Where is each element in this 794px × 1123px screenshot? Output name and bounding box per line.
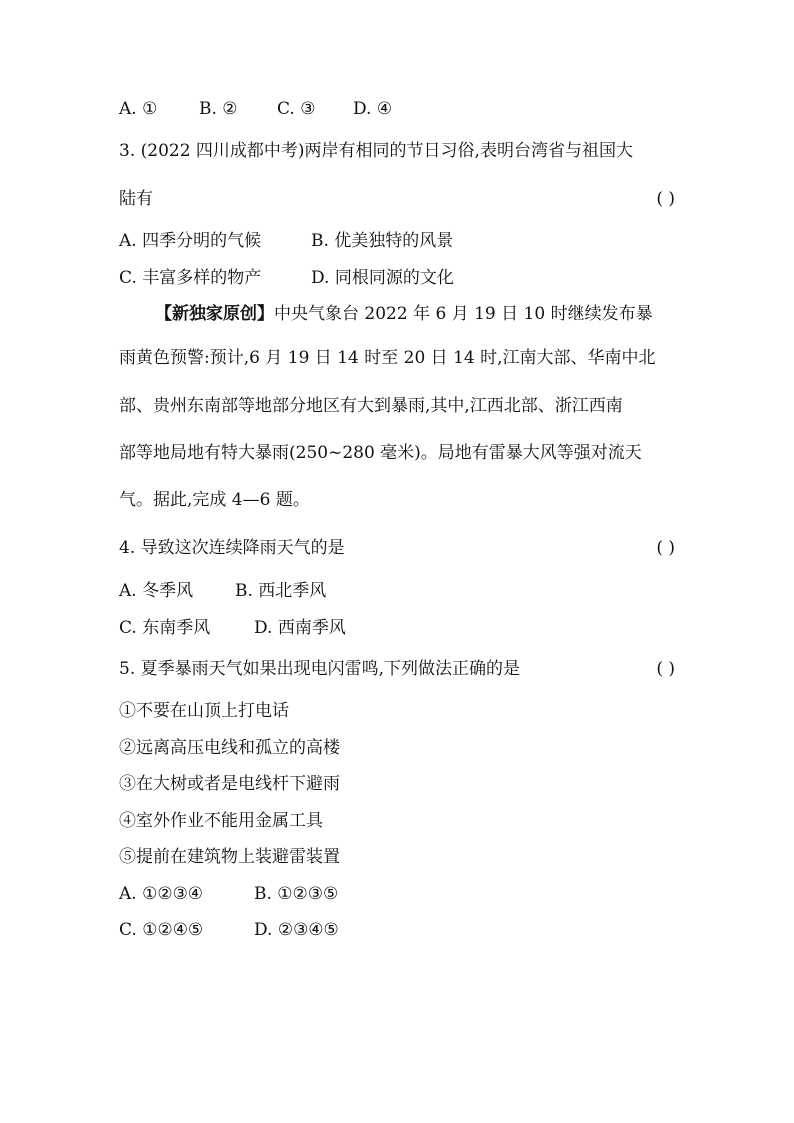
q4-option-c[interactable]: C. 东南季风 [119,618,211,638]
material-line2: 雨黄色预警:预计,6 月 19 日 14 时至 20 日 14 时,江南大部、华南中北 [119,348,656,368]
q2-options [119,98,392,120]
q3-option-a[interactable]: A. 四季分明的气候 [119,231,262,251]
q4-stem-line [119,537,675,559]
q3-stem-tail: 陆有 [119,189,153,209]
q5-stem: 5. 夏季暴雨天气如果出现电闪雷鸣,下列做法正确的是 [119,659,521,679]
q3-options-row1 [119,230,453,252]
material-line1 [155,303,653,325]
q5-stem-line [119,658,675,680]
q5-options-row2 [119,919,339,941]
material-tag: 【新独家原创】 [155,304,274,324]
q3-option-b[interactable]: B. 优美独特的风景 [311,231,454,251]
q3-stem-line1: 3. (2022 四川成都中考)两岸有相同的节日习俗,表明台湾省与祖国大 [119,141,633,161]
material-line3: 部、贵州东南部等地部分地区有大到暴雨,其中,江西北部、浙江西南 [119,396,623,416]
q4-option-b[interactable]: B. 西北季风 [235,581,327,601]
q3-answer-blank[interactable]: ( ) [656,189,675,209]
q2-option-a[interactable]: A. ① [119,99,158,119]
material-line4: 部等地局地有特大暴雨(250~280 毫米)。局地有雷暴大风等强对流天 [119,443,642,463]
q5-option-d[interactable]: D. ②③④⑤ [254,920,339,940]
q3-option-c[interactable]: C. 丰富多样的物产 [119,268,262,288]
q3-options-row2 [119,267,454,289]
q5-item-5: ⑤提前在建筑物上装避雷装置 [119,847,340,867]
q4-options-row2 [119,617,346,639]
material-line1-text: 中央气象台 2022 年 6 月 19 日 10 时继续发布暴 [274,304,653,324]
q2-option-b[interactable]: B. ② [199,99,238,119]
q4-option-a[interactable]: A. 冬季风 [119,581,194,601]
q3-option-d[interactable]: D. 同根同源的文化 [311,268,454,288]
q5-option-b[interactable]: B. ①②③⑤ [254,884,339,904]
q5-option-a[interactable]: A. ①②③④ [119,884,204,904]
q3-stem-line2 [119,188,675,210]
q2-option-d[interactable]: D. ④ [353,99,393,119]
material-line5: 气。据此,完成 4—6 题。 [119,490,310,510]
q4-options-row1 [119,580,326,602]
q5-item-1: ①不要在山顶上打电话 [119,701,289,721]
q5-item-2: ②远离高压电线和孤立的高楼 [119,738,340,758]
q5-answer-blank[interactable]: ( ) [656,659,675,679]
q5-item-3: ③在大树或者是电线杆下避雨 [119,774,340,794]
q2-option-c[interactable]: C. ③ [277,99,316,119]
q4-answer-blank[interactable]: ( ) [656,538,675,558]
q5-item-4: ④室外作业不能用金属工具 [119,811,323,831]
q5-option-c[interactable]: C. ①②④⑤ [119,920,204,940]
q4-option-d[interactable]: D. 西南季风 [254,618,346,638]
q4-stem: 4. 导致这次连续降雨天气的是 [119,538,345,558]
q5-options-row1 [119,883,338,905]
